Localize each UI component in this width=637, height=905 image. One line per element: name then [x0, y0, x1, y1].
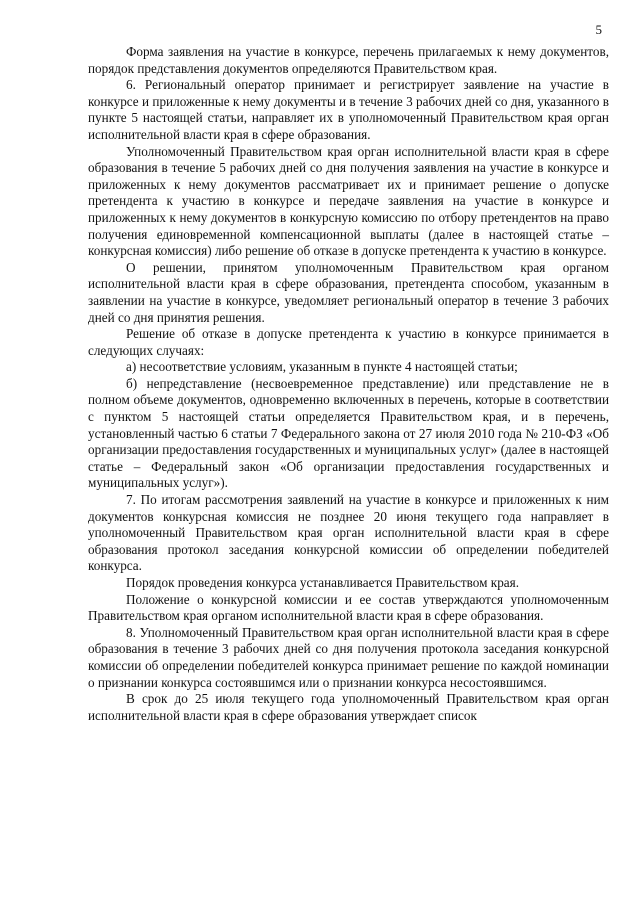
list-item-b: б) непредставление (несвоевременное представление) или представление не в полном объеме документов, одновременно включенных в перечень, которые в соответствии с пунктом 5 настоящей статьи определяется Правительством края, и в перечень, установленный частью 6 статьи 7 Федерального закона от 27 июля 2010 года № 210-ФЗ «Об организации предоставления государственных и муниципальных услуг» (далее в настоящей статье – Федеральный закон «Об организации предоставления государственных и муниципальных услуг»).	[88, 375, 609, 491]
paragraph-refusal-cases: Решение об отказе в допуске претендента к участию в конкурсе принимается в следующих случаях:	[88, 326, 609, 358]
paragraph-application-form: Форма заявления на участие в конкурсе, перечень прилагаемых к нему документов, порядок представления документов определяются Правительством края.	[88, 44, 609, 76]
paragraph-commission-regulation: Положение о конкурсной комиссии и ее состав утверждаются уполномоченным Правительством края органом исполнительной власти края в сфере образования.	[88, 591, 609, 624]
paragraph-point-8: 8. Уполномоченный Правительством края орган исполнительной власти края в сфере образования в течение 3 рабочих дней со дня получения протокола заседания конкурсной комиссии об определении победителей конкурса принимает решение по каждой номинации о признании конкурса состоявшимся или о признании конкурса несостоявшимся.	[88, 624, 609, 690]
document-body	[88, 44, 609, 724]
page-number: 5	[595, 22, 602, 37]
list-item-a: а) несоответствие условиям, указанным в пункте 4 настоящей статьи;	[126, 359, 518, 375]
paragraph-point-6: 6. Региональный оператор принимает и регистрирует заявление на участие в конкурсе и приложенные к нему документы и в течение 3 рабочих дней со дня, указанного в пункте 5 настоящей статьи, направляет их в уполномоченный Правительством края орган исполнительной власти края в сфере образования.	[88, 77, 609, 142]
paragraph-contest-procedure: Порядок проведения конкурса устанавливается Правительством края.	[126, 575, 520, 590]
paragraph-list-approval: В срок до 25 июля текущего года уполномоченный Правительством края орган исполнительной власти края в сфере образования утверждает список	[88, 691, 609, 723]
paragraph-notification: О решении, принятом уполномоченным Правительством края органом исполнительной власти края в сфере образования, претендента способом, указанным в заявлении на участие в конкурсе, уведомляет региональный оператор в течение 3 рабочих дней со дня принятия решения.	[88, 259, 609, 325]
paragraph-admission-decision: Уполномоченный Правительством края орган исполнительной власти края в сфере образования в течение 5 рабочих дней со дня получения заявления на участие в конкурсе и приложенных к нему документов рассматривает их и принимает решение о допуске претендента к участию в конкурсе и передаче заявления на участие в конкурсе и приложенных к нему документов в конкурсную комиссию по отбору претендентов на право получения единовременной компенсационной выплаты (далее в настоящей статье – конкурсная комиссия) либо решение об отказе в допуске претендента к участию в конкурсе.	[88, 143, 609, 259]
paragraph-point-7: 7. По итогам рассмотрения заявлений на участие в конкурсе и приложенных к ним документов конкурсная комиссия не позднее 20 июня текущего года направляет в уполномоченный Правительством края орган исполнительной власти края в сфере образования протокол заседания конкурсной комиссии об определении победителей конкурса.	[88, 492, 609, 574]
